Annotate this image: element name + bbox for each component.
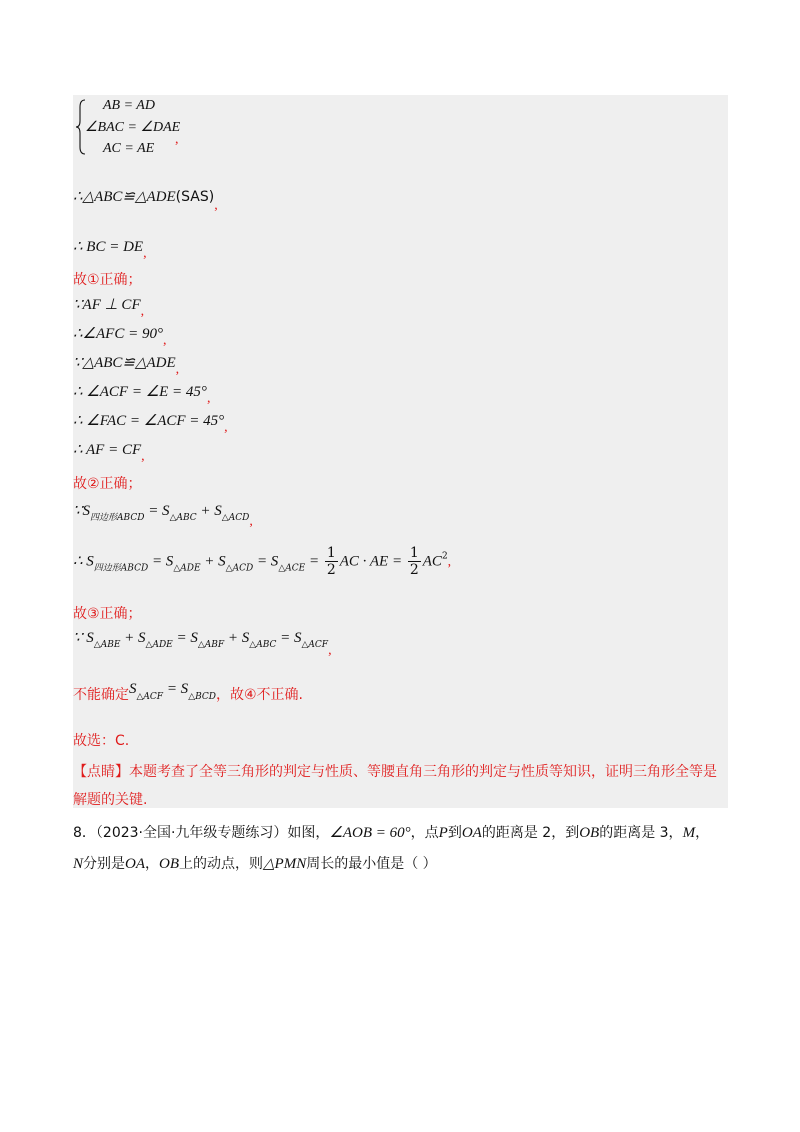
step-bc-de: ∴ BC = DE, bbox=[73, 239, 147, 261]
fraction-half-1 bbox=[325, 545, 338, 578]
conclusion-1: 故①正确； bbox=[73, 272, 142, 288]
area-sum-sub3: △ACD bbox=[221, 513, 250, 523]
q8-source: 8．（2023·全国·九年级专题练习）如图， bbox=[73, 825, 330, 841]
step-congruent-2: ∵△ABC≌△ADE, bbox=[73, 355, 180, 377]
step-area-sum: $\because S_{四边形ABCD} = S_{\triangle ABC} + S_{\triangle ACD}$, bbox=[73, 503, 253, 529]
system-row-2: ∠BAC = ∠DAE bbox=[85, 120, 181, 135]
area-compare-s5: = S bbox=[276, 630, 302, 646]
area-formula-s2: = S bbox=[148, 553, 174, 570]
area-compare-sub4: △ABC bbox=[249, 640, 277, 650]
area-compare-s2: + S bbox=[120, 630, 146, 646]
area-formula-product: AC · AE = bbox=[339, 553, 406, 570]
step-fac-45: ∴ ∠FAC = ∠ACF = 45°, bbox=[73, 413, 228, 435]
q8-point-n: N bbox=[73, 856, 84, 872]
conclusion-3: 故③正确； bbox=[73, 606, 142, 622]
area-formula-eq: = bbox=[305, 553, 323, 570]
comment-line-1 bbox=[73, 761, 717, 781]
q8-angle: ∠AOB = 60° bbox=[329, 825, 411, 841]
step-afc-90: ∴∠AFC = 90°, bbox=[73, 326, 167, 348]
q8-text-e: 的距离是 3， bbox=[599, 825, 683, 841]
q8-text-b: ，点 bbox=[410, 825, 439, 841]
step-bc-de-math: ∴ BC = DE bbox=[73, 239, 144, 255]
cannot-determine-label: 不能确定 bbox=[73, 687, 129, 703]
area-formula-s1: ∴ S bbox=[73, 553, 94, 570]
area-formula-sub4: △ACE bbox=[278, 563, 306, 574]
area-sum-sub2: △ABC bbox=[169, 513, 197, 523]
q8-ray-oa-2: OA bbox=[125, 856, 146, 872]
q8-text-h: ， bbox=[145, 856, 160, 872]
area-formula-ac: AC bbox=[422, 553, 442, 570]
cannot-determine-s1: S bbox=[129, 681, 137, 697]
step-cannot-determine bbox=[73, 681, 303, 704]
area-formula-s4: = S bbox=[253, 553, 279, 570]
comment-text-1: 本题考查了全等三角形的判定与性质、等腰直角三角形的判定与性质等知识，证明三角形全等是 bbox=[129, 764, 717, 780]
q8-text-d: 的距离是 2，到 bbox=[481, 825, 580, 841]
step-afc-90-math: ∴∠AFC = 90° bbox=[73, 326, 163, 342]
step-area-formula: ∴ $S_{四边形ABCD} = S_{\triangle ADE} + S_{\triangle ACD} = S_{\triangle ACE}$ = $\frac{1}{2}$ AC · AE = $\frac{1}{2}$ $AC^2$, bbox=[73, 545, 452, 578]
area-sum-s1: ∵S bbox=[73, 503, 91, 519]
q8-point-p: P bbox=[438, 825, 448, 841]
q8-text-c: 到 bbox=[447, 825, 462, 841]
fraction-numerator: 1 bbox=[326, 545, 336, 561]
step-acf-45-math: ∴ ∠ACF = ∠E = 45° bbox=[73, 384, 207, 400]
q8-text-g: 分别是 bbox=[83, 856, 126, 872]
q8-text-f: ， bbox=[695, 825, 710, 841]
question-8-line-2 bbox=[73, 853, 437, 873]
q8-point-m: M bbox=[682, 825, 696, 841]
area-formula-sub2: △ADE bbox=[173, 563, 201, 574]
q8-text-i: 上的动点，则 bbox=[179, 856, 264, 872]
area-formula-sub1: 四边形ABCD bbox=[93, 563, 149, 574]
q8-ray-ob: OB bbox=[579, 825, 600, 841]
final-choice: 故选：C. bbox=[73, 733, 130, 749]
step-acf-45: ∴ ∠ACF = ∠E = 45°, bbox=[73, 384, 211, 406]
system-comma: , bbox=[175, 132, 179, 147]
step-congruent-math: ∴△ABC≌△ADE bbox=[73, 189, 176, 205]
cannot-determine-sub2: △BCD bbox=[188, 692, 216, 702]
conclusion-2: 故②正确； bbox=[73, 476, 142, 492]
fraction-denominator-2: 2 bbox=[409, 562, 419, 578]
cannot-determine-s2: = S bbox=[163, 681, 189, 697]
q8-triangle: △PMN bbox=[263, 856, 307, 872]
question-8-line-1 bbox=[73, 822, 709, 842]
area-compare-sub2: △ADE bbox=[145, 640, 173, 650]
comment-line-2: 解题的关键. bbox=[73, 792, 148, 808]
area-formula-s3: + S bbox=[200, 553, 226, 570]
q8-text-j: 周长的最小值是（ ） bbox=[306, 856, 437, 872]
cannot-determine-conclusion: ，故④不正确. bbox=[216, 687, 304, 703]
fraction-half-2 bbox=[408, 545, 421, 578]
step-fac-45-math: ∴ ∠FAC = ∠ACF = 45° bbox=[73, 413, 225, 429]
step-congruent: ∴△ABC≌△ADE(SAS), bbox=[73, 189, 218, 213]
area-sum-s2: = S bbox=[144, 503, 170, 519]
step-af-perp: ∵AF ⊥ CF, bbox=[73, 297, 145, 319]
solution-panel bbox=[73, 95, 728, 808]
step-area-compare: ∵ $S_{\triangle ABE} + S_{\triangle ADE} = S_{\triangle ABF} + S_{\triangle ABC} = S_{\triangle ACF}$, bbox=[73, 630, 332, 658]
system-row-1: AB = AD bbox=[103, 98, 155, 113]
step-af-cf-math: ∴ AF = CF bbox=[73, 442, 142, 458]
fraction-denominator: 2 bbox=[326, 562, 336, 578]
system-row-3: AC = AE bbox=[103, 141, 155, 156]
comment-tag: 【点睛】 bbox=[73, 764, 129, 780]
q8-ray-oa: OA bbox=[461, 825, 482, 841]
q8-ray-ob-2: OB bbox=[159, 856, 180, 872]
step-af-perp-math: ∵AF ⊥ CF bbox=[73, 297, 141, 313]
area-sum-sub1: 四边形ABCD bbox=[90, 513, 145, 523]
step-af-cf: ∴ AF = CF, bbox=[73, 442, 145, 464]
area-formula-square: 2 bbox=[441, 551, 448, 562]
area-formula-sub3: △ACD bbox=[225, 563, 254, 574]
cannot-determine-sub1: △ACF bbox=[136, 692, 164, 702]
area-compare-s4: + S bbox=[224, 630, 250, 646]
step-congruent-2-math: ∵△ABC≌△ADE bbox=[73, 355, 176, 371]
area-sum-s3: + S bbox=[196, 503, 222, 519]
area-compare-s3: = S bbox=[172, 630, 198, 646]
area-compare-sub3: △ABF bbox=[197, 640, 225, 650]
area-compare-sub1: △ABE bbox=[93, 640, 121, 650]
fraction-numerator-2: 1 bbox=[409, 545, 419, 561]
area-compare-s1: ∵ S bbox=[73, 630, 94, 646]
step-congruent-reason: (SAS) bbox=[175, 189, 215, 205]
area-compare-sub5: △ACF bbox=[301, 640, 329, 650]
